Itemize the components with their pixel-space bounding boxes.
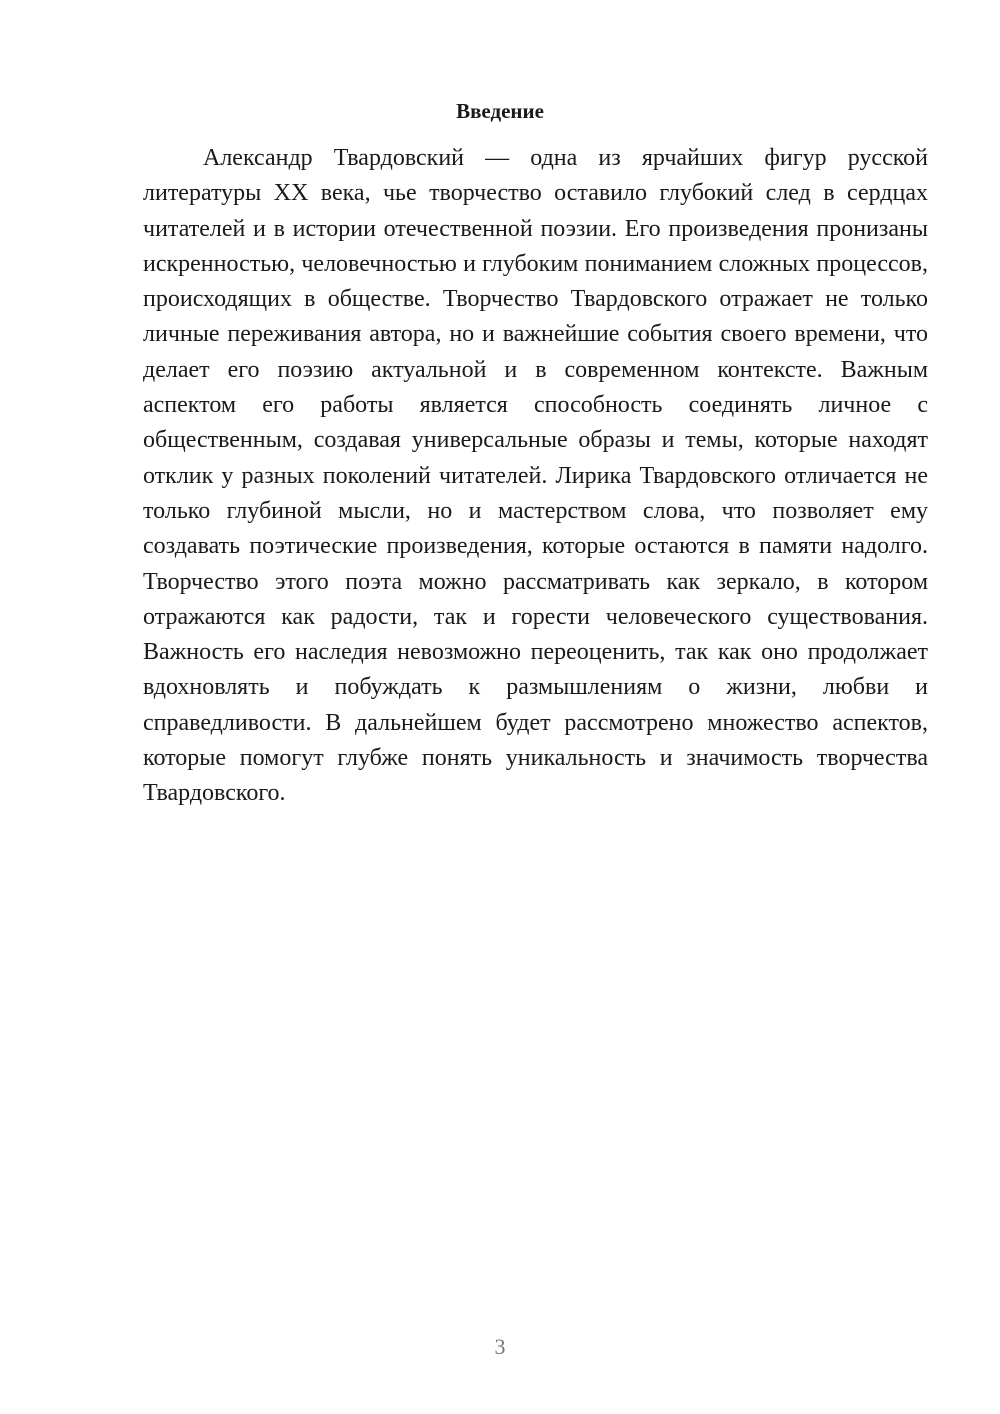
page-title: Введение bbox=[456, 99, 544, 123]
page-number: 3 bbox=[494, 1334, 506, 1359]
body-paragraph: Александр Твардовский — одна из ярчайших фигур русской литературы XX века, чье творчество оставило глубокий след в сердцах читателей и в истории отечественной поэзии. Его произведения пронизаны искренностью, человечностью и глубоким пониманием сложных процессов, происходящих в обществе. Творчество Твардовского отражает не только личные переживания автора, но и важнейшие события своего времени, что делает его поэзию актуальной и в современном контексте. Важным аспектом его работы является способность соединять личное с общественным, создавая универсальные образы и темы, которые находят отклик у разных поколений читателей. Лирика Твардовского отличается не только глубиной мысли, но и мастерством слова, что позволяет ему создавать поэтические произведения, которые остаются в памяти надолго. Творчество этого поэта можно рассматривать как зеркало, в котором отражаются как радости, так и горести человеческого существования. Важность его наследия невозможно переоценить, так как оно продолжает вдохновлять и побуждать к размышлениям о жизни, любви и справедливости. В дальнейшем будет рассмотрено множество аспектов, которые помогут глубже понять уникальность и значимость творчества Твардовского. bbox=[143, 145, 928, 807]
